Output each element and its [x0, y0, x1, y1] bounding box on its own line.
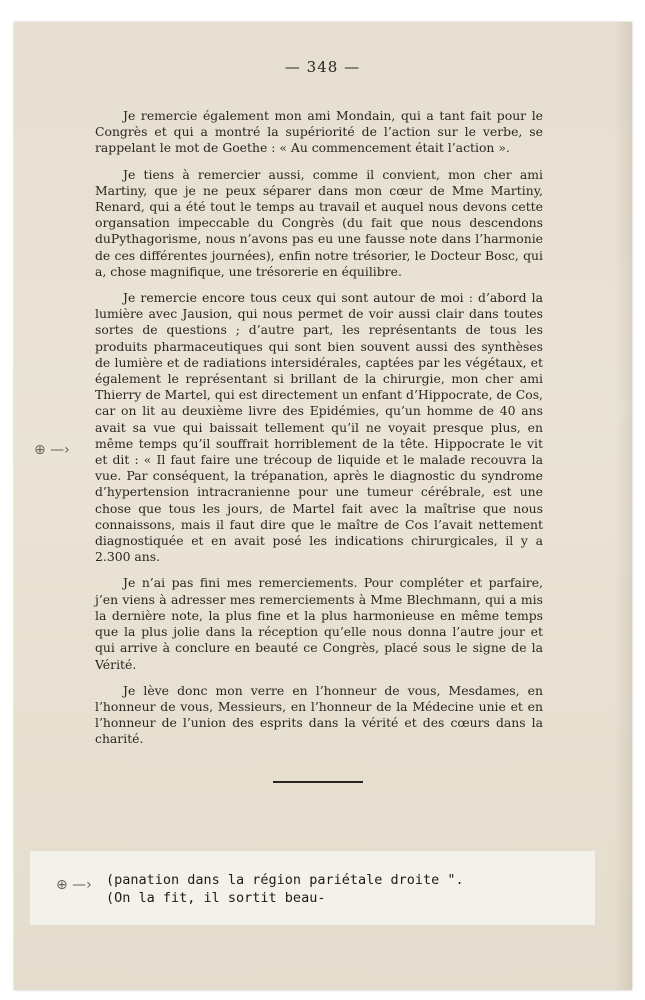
- margin-annotation-mark: ⊕ —›: [34, 442, 70, 458]
- page-number: — 348 —: [284, 58, 361, 76]
- page-edge-shadow: [614, 22, 632, 990]
- paragraph-thanks-mondain: Je remercie également mon ami Mondain, qui a tant fait pour le Congrès et qui a montré la supériorité de l’action sur le verbe, se rappelant le mot de Goethe : « Au commencement était l’action ».: [95, 108, 543, 156]
- paragraph-thanks-blechmann: Je n’ai pas fini mes remerciements. Pour compléter et parfaire, j’en viens à adresser mes remerciements à Mme Blechmann, qui a mis la dernière note, la plus fine et la plus harmonieuse en même temps que la plus jolie dans la réception qu’elle nous donna l’autre jour et qui arrive à conclure en beauté ce Congrès, placé sous le signe de la Vérité.: [95, 575, 543, 672]
- paragraph-thanks-all: Je remercie encore tous ceux qui sont autour de moi : d’abord la lumière avec Jausion, qui nous permet de voir aussi clair dans toutes sortes de questions ; d’autre part, les représentants de tous les produits pharmaceutiques qui sont bien souvent aussi des synthèses de lumière et de radiations intersidérales, captées par les végétaux, et également le représentant si brillant de la chirurgie, mon cher ami Thierry de Martel, qui est directement un enfant d’Hippocrate, de Cos, car on lit au deuxième livre des Epidémies, qu’un homme de 40 ans avait sa vue qui baissait tellement qu’il ne voyait presque plus, en même temps qu’il souffrait horriblement de la tête. Hippocrate le vit et dit : « Il faut faire une trécoup de liquide et le malade recouvra la vue. Par conséquent, la trépanation, après le diagnostic du syndrome d’hypertension intracranienne pour une tumeur cérébrale, est une chose que tous les jours, de Martel fait avec la maîtrise que nous connaissons, mais il faut dire que le maître de Cos l’avait nettement diagnostiquée et en avait posé les indications chirurgicales, il y a 2.300 ans.: [95, 290, 543, 565]
- slip-annotation-mark: ⊕ —›: [56, 877, 92, 893]
- page-body: [95, 108, 543, 748]
- paragraph-thanks-martiny: Je tiens à remercier aussi, comme il convient, mon cher ami Martiny, que je ne peux séparer dans mon cœur de Mme Martiny, Renard, qui a été tout le temps au travail et auquel nous devons cette organsation impeccable du Congrès (du fait que nous descendons duPythagorisme, nous n’avons pas eu une fausse note dans l’harmonie de ces différentes journées), enfin notre trésorier, le Docteur Bosc, qui a, chose magnifique, une trésorerie en équilibre.: [95, 166, 543, 279]
- paragraph-toast: Je lève donc mon verre en l’honneur de vous, Mesdames, en l’honneur de vous, Messieurs, en l’honneur de la Médecine unie et en l’honneur de l’union des esprits dans la vérité et des cœurs dans la charité.: [95, 682, 543, 747]
- typed-paper-slip: [30, 850, 595, 926]
- end-rule-divider: [273, 781, 363, 783]
- slip-typed-text: (panation dans la région pariétale droite ". (On la fit, il sortit beau-: [106, 872, 464, 906]
